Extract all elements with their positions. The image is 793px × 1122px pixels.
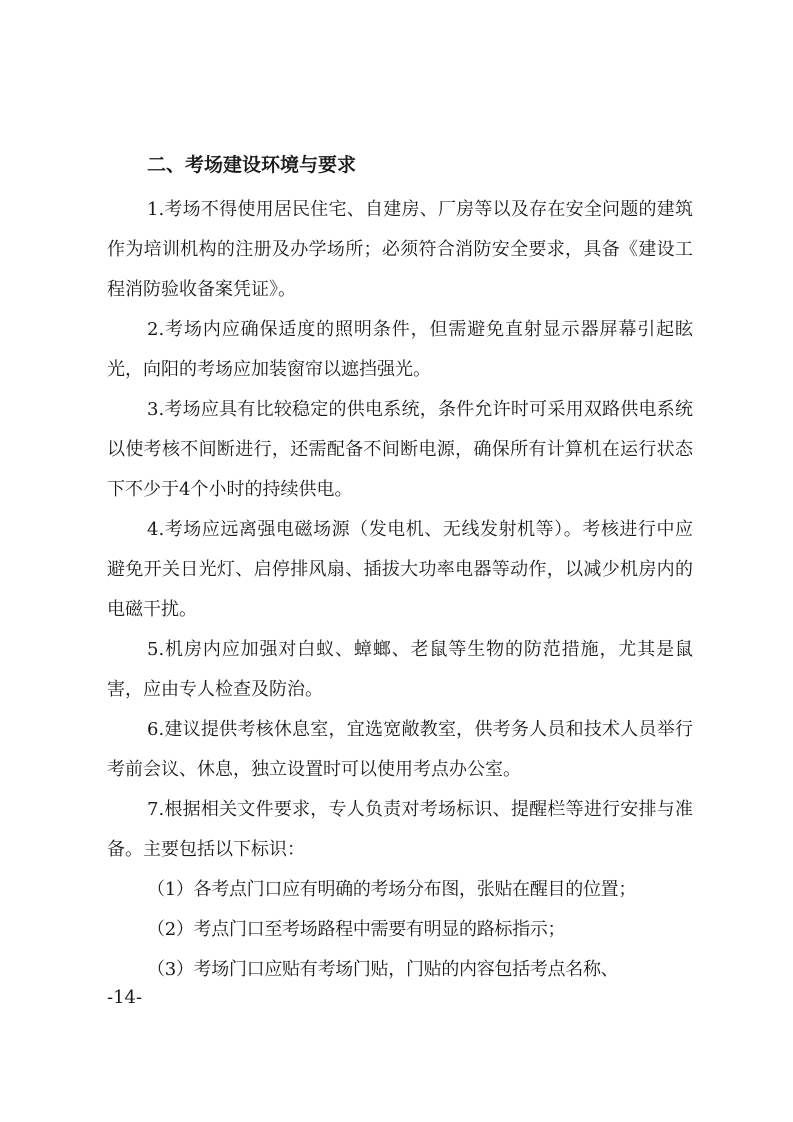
paragraph-1: 1.考场不得使用居民住宅、自建房、厂房等以及存在安全问题的建筑作为培训机构的注册及办学场所；必须符合消防安全要求，具备《建设工程消防验收备案凭证》。	[107, 199, 693, 300]
page-number: -14-	[107, 987, 143, 1008]
paragraph-6: 6.建议提供考核休息室，宜选宽敞教室，供考务人员和技术人员举行考前会议、休息，独立设置时可以使用考点办公室。	[107, 719, 693, 780]
section-heading: 二、考场建设环境与要求	[147, 154, 357, 176]
paragraph-7: 7.根据相关文件要求，专人负责对考场标识、提醒栏等进行安排与准备。主要包括以下标识：	[107, 799, 693, 860]
paragraph-5: 5.机房内应加强对白蚁、蟑螂、老鼠等生物的防范措施，尤其是鼠害，应由专人检查及防治。	[107, 639, 693, 700]
list-item-3: （3）考场门口应贴有考场门贴，门贴的内容包括考点名称、	[147, 959, 619, 980]
document-body	[107, 190, 693, 990]
paragraph-4: 4.考场应远离强电磁场源（发电机、无线发射机等）。考核进行中应避免开关日光灯、启停排风扇、插拔大功率电器等动作，以减少机房内的电磁干扰。	[107, 519, 693, 620]
list-item-1: （1）各考点门口应有明确的考场分布图，张贴在醒目的位置；	[147, 879, 637, 900]
paragraph-3: 3.考场应具有比较稳定的供电系统，条件允许时可采用双路供电系统以使考核不间断进行，还需配备不间断电源，确保所有计算机在运行状态下不少于4个小时的持续供电。	[107, 399, 693, 500]
list-item-2: （2）考点门口至考场路程中需要有明显的路标指示；	[147, 919, 566, 940]
paragraph-2: 2.考场内应确保适度的照明条件，但需避免直射显示器屏幕引起眩光，向阳的考场应加装窗帘以遮挡强光。	[107, 319, 693, 380]
